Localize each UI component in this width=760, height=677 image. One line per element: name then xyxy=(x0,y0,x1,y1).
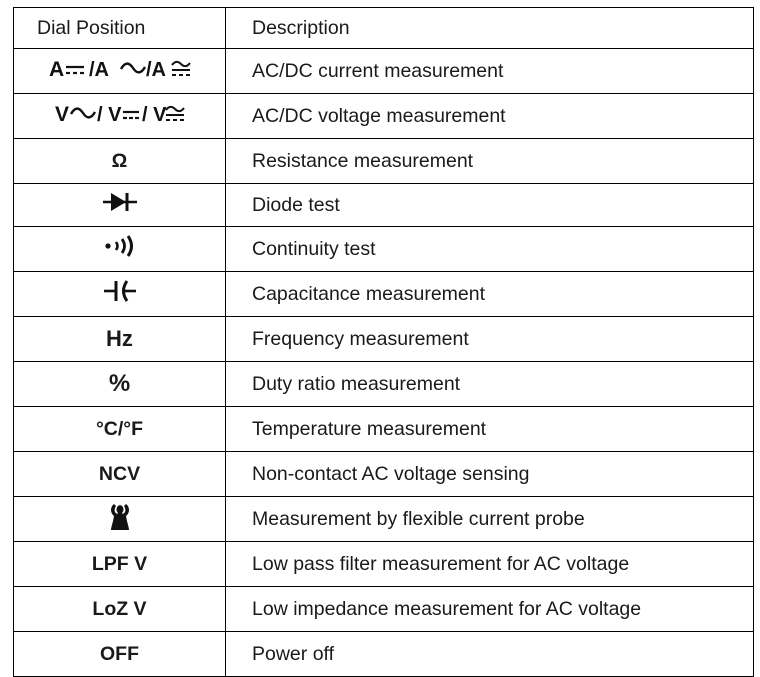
table-row xyxy=(14,317,754,362)
svg-text:/ V: / V xyxy=(96,104,121,125)
ac-dc-current-icon xyxy=(49,56,191,80)
dial-position-cell: % xyxy=(14,362,226,407)
table-row xyxy=(14,542,754,587)
dial-position-cell xyxy=(14,227,226,272)
table-row xyxy=(14,184,754,227)
header-description: Description xyxy=(226,8,754,49)
description-cell: Continuity test xyxy=(226,227,754,272)
dial-position-cell: Hz xyxy=(14,317,226,362)
table-row xyxy=(14,407,754,452)
table-header-row xyxy=(14,8,754,49)
dial-position-cell: °C/°F xyxy=(14,407,226,452)
table-row xyxy=(14,452,754,497)
table-row xyxy=(14,497,754,542)
svg-text:/A: /A xyxy=(88,59,109,80)
description-cell: Duty ratio measurement xyxy=(226,362,754,407)
table-row xyxy=(14,272,754,317)
dial-position-table xyxy=(13,7,754,677)
table-row xyxy=(14,362,754,407)
dial-position-cell xyxy=(14,497,226,542)
svg-text:/ V: / V xyxy=(141,104,166,125)
table-row xyxy=(14,94,754,139)
description-cell: AC/DC current measurement xyxy=(226,49,754,94)
dial-position-cell: LPF V xyxy=(14,542,226,587)
dial-position-cell xyxy=(14,272,226,317)
description-cell: Resistance measurement xyxy=(226,139,754,184)
table-row xyxy=(14,227,754,272)
table-row xyxy=(14,587,754,632)
dial-position-cell: Ω xyxy=(14,139,226,184)
description-cell: Measurement by flexible current probe xyxy=(226,497,754,542)
description-cell: Diode test xyxy=(226,184,754,227)
dial-position-cell xyxy=(14,184,226,227)
table-row xyxy=(14,632,754,677)
table-row xyxy=(14,139,754,184)
svg-text:/A: /A xyxy=(145,59,166,80)
description-cell: Capacitance measurement xyxy=(226,272,754,317)
table-row xyxy=(14,49,754,94)
svg-text:V: V xyxy=(54,103,69,125)
diode-icon xyxy=(102,191,138,213)
description-cell: Non-contact AC voltage sensing xyxy=(226,452,754,497)
description-cell: Temperature measurement xyxy=(226,407,754,452)
continuity-icon xyxy=(103,235,137,257)
svg-text:A: A xyxy=(48,58,64,80)
description-cell: Power off xyxy=(226,632,754,677)
description-cell: Frequency measurement xyxy=(226,317,754,362)
dial-position-cell: NCV xyxy=(14,452,226,497)
dial-position-cell xyxy=(14,94,226,139)
capacitor-icon xyxy=(103,279,137,303)
description-cell: AC/DC voltage measurement xyxy=(226,94,754,139)
description-cell: Low impedance measurement for AC voltage xyxy=(226,587,754,632)
flexible-current-probe-icon xyxy=(109,501,131,531)
description-cell: Low pass filter measurement for AC voltage xyxy=(226,542,754,587)
header-dial-position: Dial Position xyxy=(14,8,226,49)
dial-position-cell: LoZ V xyxy=(14,587,226,632)
ac-dc-voltage-icon xyxy=(55,101,185,125)
dial-position-cell: OFF xyxy=(14,632,226,677)
dial-position-cell xyxy=(14,49,226,94)
